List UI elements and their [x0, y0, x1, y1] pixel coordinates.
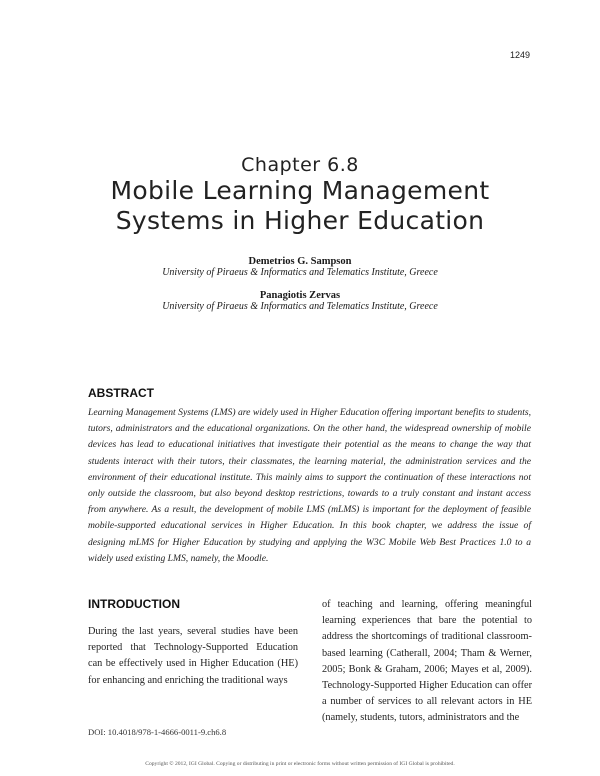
copyright-notice: Copyright © 2012, IGI Global. Copying or distributing in print or electronic forms without written permission of IGI Global is prohibited. — [145, 761, 455, 767]
chapter-label: Chapter 6.8 — [241, 154, 359, 176]
abstract-text: Learning Management Systems (LMS) are widely used in Higher Education offering important benefits to students, tutors, administrators and the educational organizations. On the other hand, the widespread ownership of mobile devices has lead to educational initiatives that investigate their potential as the means to change the way that students interact with their tutors, their classmates, the learning material, the administration services and the environment of their educational institute. This mainly aims to support the continuation of these interactions not only outside the classroom, but also beyond desktop restrictions, towards to a truly constant and instant access from anywhere. As a result, the development of mobile LMS (mLMS) is important for the deployment of feasible mobile-supported educational services in Higher Education. In this book chapter, we address the issue of designing mLMS for Higher Education by studying and applying the W3C Mobile Web Best Practices 1.0 to a widely used existing LMS, namely, the Moodle. — [88, 407, 531, 564]
author-affiliation: University of Piraeus & Informatics and Telematics Institute, Greece — [162, 301, 438, 312]
author-2 — [0, 290, 600, 312]
introduction-right-column: of teaching and learning, offering meaningful learning experiences that bare the potential to address the shortcomings of traditional classroom-based learning (Catherall, 2004; Tham & Werner, 2005; Bonk & Graham, 2006; Mayes et al, 2009). Technology-Supported Higher Education can offer a number of services to all relevant actors in HE (namely, students, tutors, administrators and the — [322, 599, 532, 724]
chapter-title-line-1: Mobile Learning Management — [110, 176, 490, 205]
chapter-title-line-2: Systems in Higher Education — [115, 206, 485, 235]
introduction-left-column: During the last years, several studies have been reported that Technology-Supported Education can be effectively used in Higher Education (HE) for enhancing and enriching the traditional ways — [88, 626, 298, 686]
abstract-heading: ABSTRACT — [88, 386, 154, 400]
author-affiliation: University of Piraeus & Informatics and Telematics Institute, Greece — [162, 267, 438, 278]
author-name: Panagiotis Zervas — [259, 290, 341, 301]
author-name: Demetrios G. Sampson — [248, 256, 352, 267]
introduction-heading: INTRODUCTION — [88, 597, 180, 611]
doi: DOI: 10.4018/978-1-4666-0011-9.ch6.8 — [88, 727, 227, 737]
author-1 — [0, 256, 600, 278]
chapter-title — [0, 176, 600, 236]
page-number: 1249 — [509, 50, 530, 60]
